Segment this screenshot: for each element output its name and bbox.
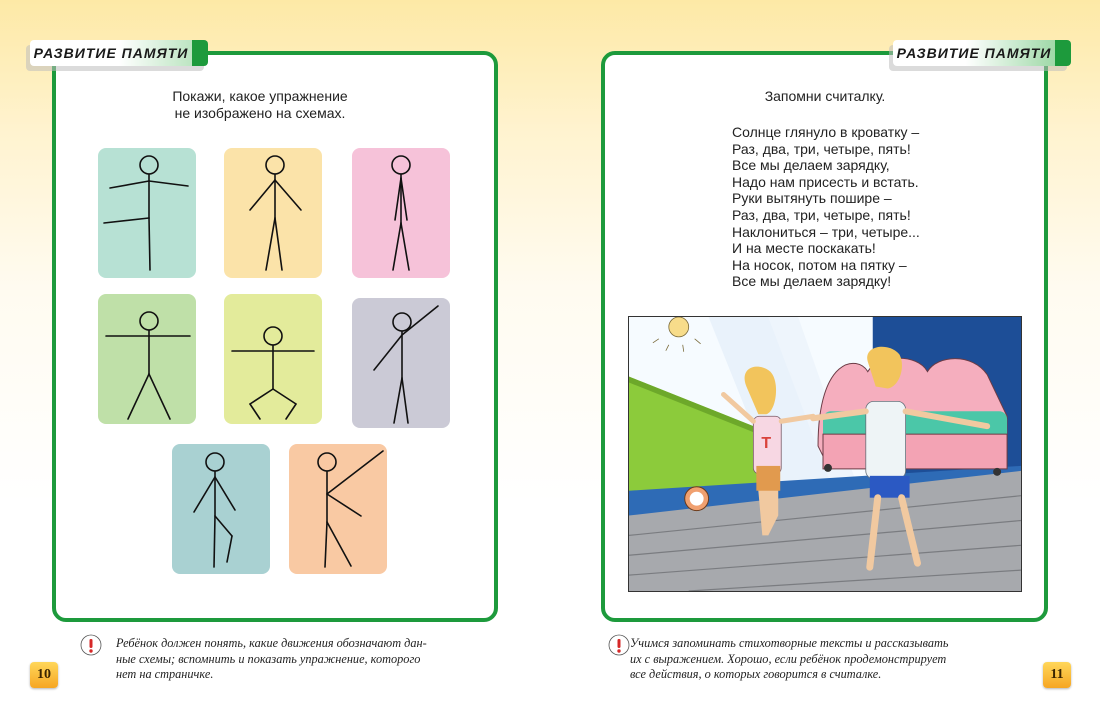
section-banner: РАЗВИТИЕ ПАМЯТИ	[893, 40, 1071, 66]
note-line: Учимся запоминать стихотворные тексты и рассказывать	[630, 636, 949, 650]
poem-line: Раз, два, три, четыре, пять!	[732, 140, 911, 157]
note-line: Ребёнок должен понять, какие движения обозначают дан-	[116, 636, 427, 650]
stick-figure-icon	[224, 148, 322, 278]
stick-figure-icon	[172, 444, 270, 574]
instruction-line: не изображено на схемах.	[174, 105, 346, 121]
adult-note	[630, 636, 1030, 683]
poem-line: И на месте поскакать!	[732, 240, 876, 257]
section-banner: РАЗВИТИЕ ПАМЯТИ	[30, 40, 208, 66]
note-line: ные схемы; вспомнить и показать упражнение, которого	[116, 651, 421, 666]
exercise-card-step	[172, 444, 270, 574]
note-line: их с выражением. Хорошо, если ребёнок продемонстрирует	[630, 651, 947, 666]
exercise-card-attention	[352, 148, 450, 278]
poem-line: Солнце глянуло в кроватку –	[732, 124, 920, 140]
note-line: все действия, о которых говорится в считалке.	[630, 667, 882, 681]
poem-line: Надо нам присесть и встать.	[732, 173, 919, 190]
exercise-card-arm-up	[352, 298, 450, 428]
exercise-card-arms-out	[98, 294, 196, 424]
stick-figure-icon	[289, 444, 387, 574]
stick-figure-icon	[224, 294, 322, 424]
poem	[732, 124, 972, 290]
poem-line: Раз, два, три, четыре, пять!	[732, 206, 911, 223]
poem-line: Все мы делаем зарядку!	[732, 273, 892, 290]
note-line: нет на страничке.	[116, 667, 214, 681]
stick-figure-icon	[352, 298, 450, 428]
adult-note	[116, 636, 486, 683]
page-number: 10	[30, 662, 58, 688]
exercise-card-squat	[224, 294, 322, 424]
poem-line: На носок, потом на пятку –	[732, 256, 907, 273]
page-number: 11	[1043, 662, 1071, 688]
stick-figure-icon	[352, 148, 450, 278]
for-adults-icon	[80, 634, 102, 656]
exercise-card-leg-raise	[98, 148, 196, 278]
svg-text:T: T	[761, 435, 772, 453]
for-adults-icon	[608, 634, 630, 656]
task-instruction	[110, 88, 410, 122]
stick-figure-icon	[98, 294, 196, 424]
poem-line: Наклониться – три, четыре...	[732, 223, 920, 240]
stick-figure-icon	[98, 148, 196, 278]
right-page	[550, 0, 1100, 719]
exercise-illustration	[628, 316, 1022, 592]
poem-line: Все мы делаем зарядку,	[732, 157, 890, 174]
exercise-card-arms-down	[224, 148, 322, 278]
exercise-card-side-arms	[289, 444, 387, 574]
poem-line: Руки вытянуть пошире –	[732, 190, 892, 207]
instruction-line: Покажи, какое упражнение	[172, 88, 348, 104]
poem-title: Запомни считалку.	[764, 88, 886, 104]
children-exercising-image	[629, 317, 1021, 591]
